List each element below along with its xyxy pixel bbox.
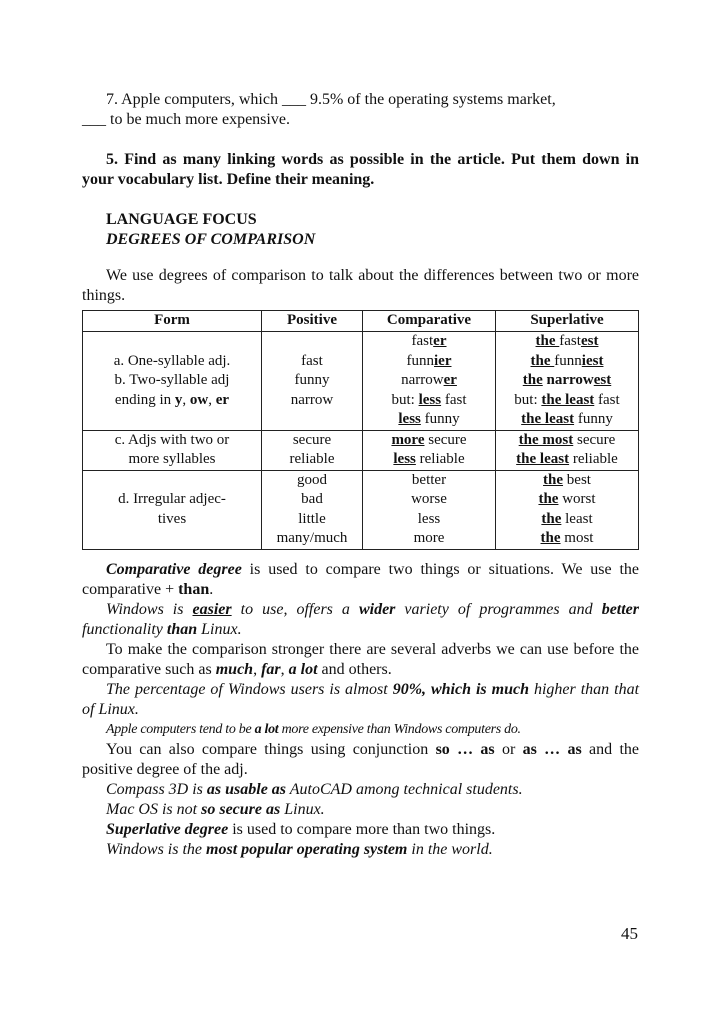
cell-positive: secure reliable — [262, 430, 363, 470]
as-as-paragraph: You can also compare things using conjunction so … as or as … as and the positive degree of the adj. — [82, 740, 640, 778]
section-heading: LANGUAGE FOCUS — [106, 211, 257, 228]
header-superlative: Superlative — [496, 311, 639, 332]
cell-comparative: better worse less more — [363, 470, 496, 549]
table-row — [83, 332, 639, 431]
comparative-example-2: The percentage of Windows users is almost 90%, which is much higher than that of Linux. — [82, 680, 640, 718]
cell-positive: good bad little many/much — [262, 470, 363, 549]
cell-positive: fast funny narrow — [262, 332, 363, 431]
page-number: 45 — [621, 924, 638, 943]
header-form: Form — [83, 311, 262, 332]
adverbs-paragraph: To make the comparison stronger there are several adverbs we can use before the comparative such as much, far, a lot and others. — [82, 640, 639, 678]
cell-superlative: the best the worst the least the most — [496, 470, 639, 549]
comparative-example-3: Apple computers tend to be a lot more expensive than Windows computers do. — [106, 721, 521, 737]
superlative-example: Windows is the most popular operating system in the world. — [106, 840, 493, 858]
as-as-example-2: Mac OS is not so secure as Linux. — [106, 800, 325, 818]
header-positive: Positive — [262, 311, 363, 332]
header-comparative: Comparative — [363, 311, 496, 332]
item7-line2: ___ to be much more expensive. — [82, 111, 290, 128]
task-5: 5. Find as many linking words as possible in the article. Put them down in your vocabulary list. Define their meaning. — [82, 151, 639, 188]
cell-comparative: more secure less reliable — [363, 430, 496, 470]
cell-form: a. One-syllable adj. b. Two-syllable adj ending in y, ow, er — [83, 332, 262, 431]
table-header-row — [83, 311, 639, 332]
intro-paragraph: We use degrees of comparison to talk about the differences between two or more things. — [82, 267, 639, 304]
superlative-paragraph: Superlative degree is used to compare more than two things. — [106, 820, 496, 838]
comparative-example-1: Windows is easier to use, offers a wider variety of programmes and better functionality than Linux. — [82, 600, 640, 638]
section-subheading: DEGREES OF COMPARISON — [106, 231, 316, 248]
cell-superlative: the most secure the least reliable — [496, 430, 639, 470]
cell-form: c. Adjs with two or more syllables — [83, 430, 262, 470]
page-content — [82, 90, 639, 860]
table-row — [83, 430, 639, 470]
cell-form: d. Irregular adjec- tives — [83, 470, 262, 549]
comparison-table — [82, 310, 639, 550]
item7-line1: 7. Apple computers, which ___ 9.5% of the operating systems market, — [106, 91, 556, 108]
cell-superlative: the fastest the funniest the narrowest but: the least fast the least funny — [496, 332, 639, 431]
as-as-example-1: Compass 3D is as usable as AutoCAD among technical students. — [106, 780, 523, 798]
cell-comparative: faster funnier narrower but: less fast less funny — [363, 332, 496, 431]
table-row — [83, 470, 639, 549]
comparative-paragraph: Comparative degree is used to compare two things or situations. We use the comparative + than. — [82, 560, 640, 598]
exercise-item-7 — [82, 90, 639, 130]
